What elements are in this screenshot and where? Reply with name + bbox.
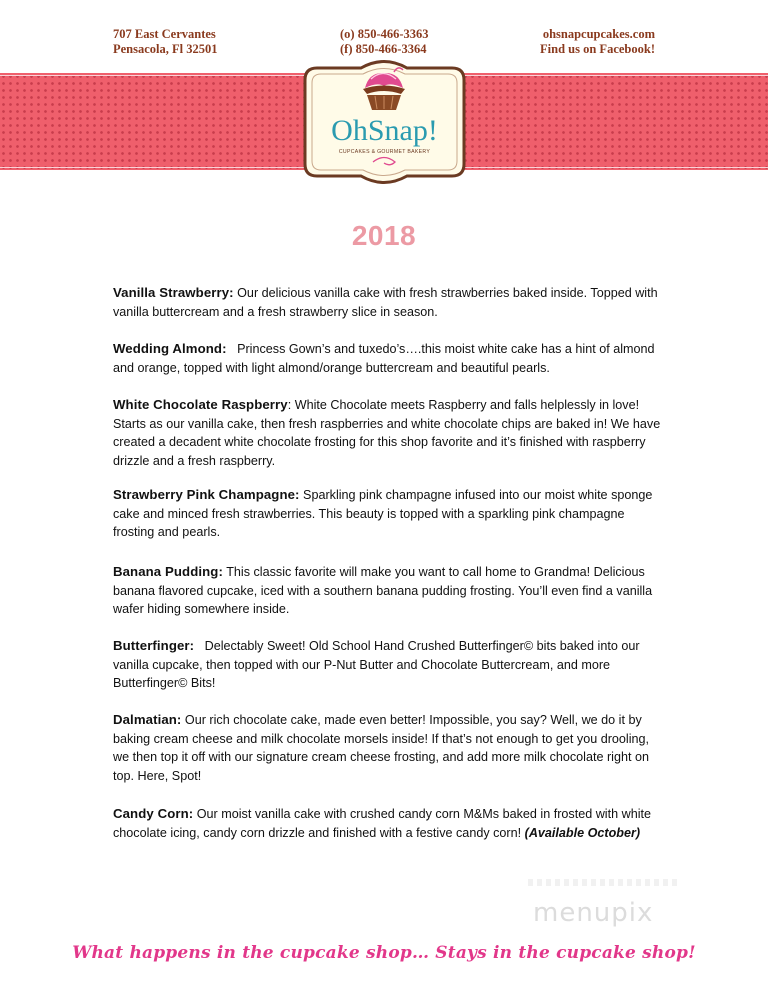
menu-item <box>113 637 661 693</box>
item-name: Wedding Almond: <box>113 341 227 356</box>
item-name: Strawberry Pink Champagne: <box>113 487 300 502</box>
item-name: Banana Pudding: <box>113 564 223 579</box>
logo-tagline: CUPCAKES & GOURMET BAKERY <box>338 149 431 155</box>
logo-name: OhSnap! <box>331 114 438 147</box>
item-name: Candy Corn: <box>113 806 194 821</box>
item-description: Sparkling pink champagne infused into our moist white sponge cake and minced fresh strawberries. This beauty is topped with a sparkling pink champagne frosting and pearls. <box>113 488 653 540</box>
phone-number: (o) 850-466-3363 <box>340 27 429 41</box>
contact-web <box>540 27 655 57</box>
menu-item <box>113 486 661 542</box>
menu-item <box>113 284 661 321</box>
availability-note: (Available October) <box>524 825 641 840</box>
item-description: Our moist vanilla cake with crushed candy corn M&Ms baked in frosted with white chocolate icing, candy corn drizzle and finished with a festive candy corn! <box>113 807 652 840</box>
slogan: What happens in the cupcake shop… Stays in the cupcake shop! <box>72 943 696 963</box>
item-name: Dalmatian: <box>113 712 182 727</box>
item-description: : White Chocolate meets Raspberry and falls helplessly in love! Starts as our vanilla cake, then fresh raspberries and white chocolate chips are baked in! We have created a decadent white chocolate frosting for this shop favorite and it’s finished with raspberry drizzle and a fresh raspberry. <box>113 398 661 468</box>
menu-year: 2018 <box>351 220 417 251</box>
menu-item <box>113 396 661 470</box>
menupix-watermark: menupix <box>533 898 654 928</box>
menu-item <box>113 711 661 785</box>
item-name: White Chocolate Raspberry <box>113 397 288 412</box>
watermark-strip <box>528 879 678 886</box>
item-name: Vanilla Strawberry: <box>113 285 234 300</box>
menu-item <box>113 805 661 842</box>
address-city: Pensacola, Fl 32501 <box>113 42 218 56</box>
item-description: This classic favorite will make you want to call home to Grandma! Delicious banana flavored cupcake, iced with a southern banana pudding frosting. You’ll even find a vanilla wafer hiding somewhere inside. <box>113 565 653 617</box>
contact-phones <box>340 27 429 57</box>
fax-number: (f) 850-466-3364 <box>340 42 427 56</box>
item-description: Our delicious vanilla cake with fresh strawberries baked inside. Topped with vanilla buttercream and a fresh strawberry slice in season. <box>113 286 658 319</box>
facebook-link[interactable]: Find us on Facebook! <box>540 42 655 56</box>
item-description: Delectably Sweet! Old School Hand Crushed Butterfinger© bits baked into our vanilla cupcake, then topped with our P-Nut Butter and Chocolate Buttercream, and more Butterfinger© Bits! <box>113 639 640 691</box>
ohsnap-logo <box>303 58 466 186</box>
contact-address <box>113 27 218 57</box>
item-name: Butterfinger: <box>113 638 195 653</box>
item-description: Princess Gown’s and tuxedo’s….this moist white cake has a hint of almond and orange, topped with light almond/orange buttercream and beautiful pearls. <box>113 342 655 375</box>
website-link[interactable]: ohsnapcupcakes.com <box>542 27 655 41</box>
menu-item <box>113 340 661 377</box>
item-description: Our rich chocolate cake, made even better! Impossible, you say? Well, we do it by baking cream cheese and milk chocolate morsels inside! If that’s not enough to get you drooling, we then top it off with our signature cream cheese frosting, and add more milk chocolate right on top. Here, Spot! <box>113 713 650 783</box>
menu-item <box>113 563 661 619</box>
address-street: 707 East Cervantes <box>113 27 216 41</box>
